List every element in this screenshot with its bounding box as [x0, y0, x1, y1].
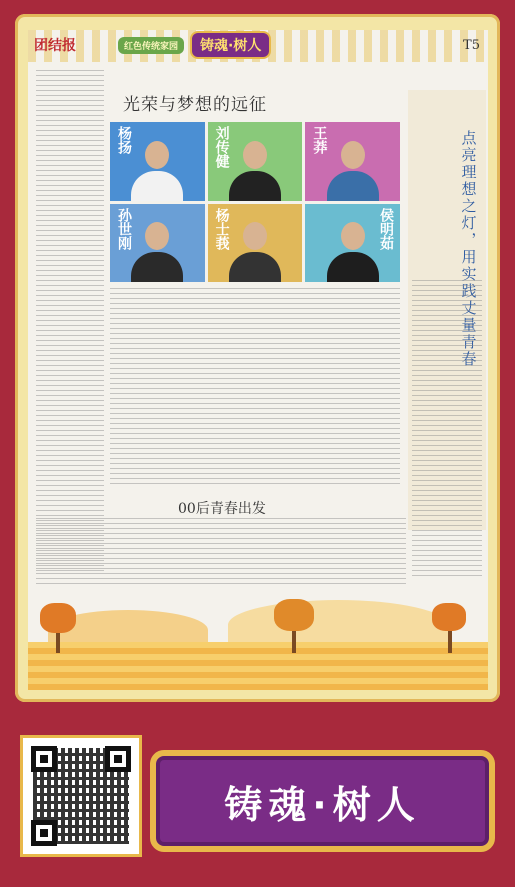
portrait-name: 刘传健 — [213, 126, 230, 168]
portrait-photo — [327, 218, 379, 282]
qr-finder — [105, 746, 131, 772]
page-header — [28, 30, 488, 60]
portrait-name: 王莽 — [311, 126, 328, 154]
section-title: 铸魂·树人 — [190, 31, 271, 59]
banner-title: 铸魂·树人 — [224, 782, 421, 827]
portrait-photo — [327, 137, 379, 201]
portrait-card — [110, 204, 205, 283]
article-body — [412, 280, 482, 580]
section-pill: 红色传统家园 — [118, 37, 184, 54]
portrait-photo — [131, 218, 183, 282]
portrait-card — [208, 204, 303, 283]
portrait-card — [110, 122, 205, 201]
feature-heading: 光荣与梦想的远征 — [123, 95, 267, 115]
portrait-name: 孙世刚 — [116, 207, 132, 250]
masthead: 团结报 — [34, 38, 76, 54]
article-body — [110, 288, 400, 488]
newspaper-page — [28, 30, 488, 690]
portrait-card — [305, 122, 400, 201]
portrait-card — [305, 204, 400, 283]
right-column-title: 点亮理想之灯，用实践丈量青春 — [459, 130, 478, 368]
qr-finder — [31, 820, 57, 846]
portrait-name: 杨扬 — [116, 126, 132, 154]
portrait-card — [208, 122, 303, 201]
text-column — [36, 70, 104, 575]
portrait-photo — [229, 137, 281, 201]
portrait-name: 杨士莪 — [213, 207, 230, 250]
portrait-photo — [131, 137, 183, 201]
portrait-name: 侯明茹 — [377, 207, 394, 250]
page-number: T5 — [463, 38, 480, 53]
portrait-grid — [110, 122, 400, 282]
landscape-illustration — [28, 585, 488, 690]
sub-heading: 00后青春出发 — [178, 501, 266, 517]
title-banner — [150, 750, 495, 852]
portrait-photo — [229, 218, 281, 282]
qr-finder — [31, 746, 57, 772]
article-body — [36, 518, 406, 588]
qr-code[interactable] — [20, 735, 142, 857]
